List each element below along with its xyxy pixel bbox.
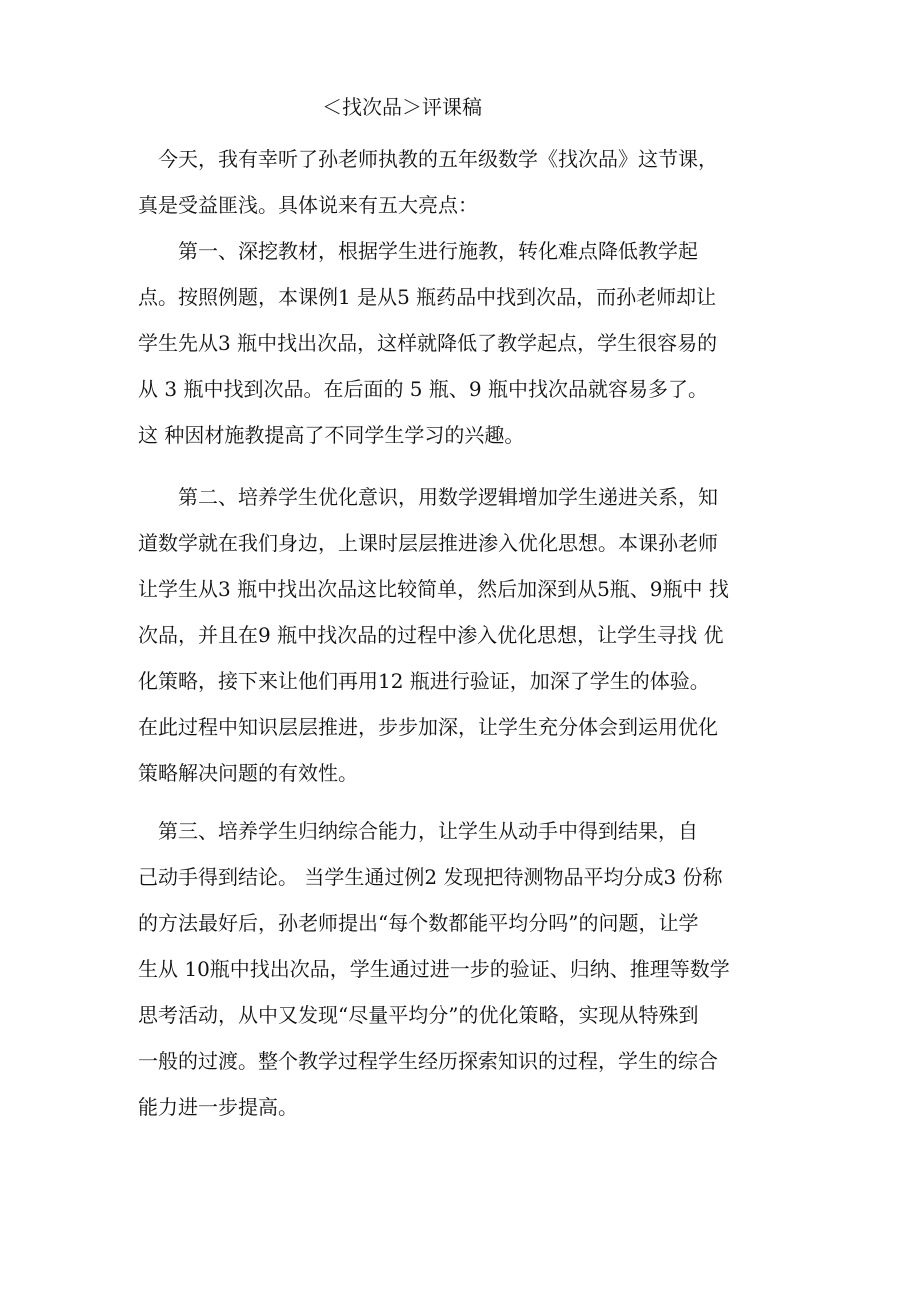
- document-title: ＜找次品＞评课稿: [322, 95, 482, 119]
- paragraph-line: 道数学就在我们身边，上课时层层推进渗入优化思想。本课孙老师: [138, 531, 718, 555]
- paragraph-line: 己动手得到结论。 当学生通过例2 发现把待测物品平均分成3 份称: [138, 865, 723, 889]
- paragraph-line: 学生先从3 瓶中找出次品，这样就降低了教学起点，学生很容易的: [138, 331, 718, 355]
- paragraph-line: 一般的过渡。整个教学过程学生经历探索知识的过程，学生的综合: [138, 1049, 718, 1073]
- intro-paragraph: [138, 136, 778, 228]
- paragraph-line: 化策略，接下来让他们再用12 瓶进行验证，加深了学生的体验。: [138, 669, 710, 693]
- paragraph-line: 思考活动，从中又发现“尽量平均分”的优化策略，实现从特殊到: [138, 1003, 699, 1027]
- paragraph-line: 能力进一步提高。: [138, 1095, 298, 1119]
- paragraph-line: 次品，并且在9 瓶中找次品的过程中渗入优化思想，让学生寻找 优: [138, 623, 724, 647]
- paragraph-line: 让学生从3 瓶中找出次品这比较简单，然后加深到从5瓶、9瓶中 找: [138, 577, 729, 601]
- paragraph-line: 第二、培养学生优化意识，用数学逻辑增加学生递进关系，知: [138, 485, 718, 509]
- paragraph-line: 的方法最好后，孙老师提出“每个数都能平均分吗”的问题，让学: [138, 911, 699, 935]
- second-highlight-paragraph: [138, 474, 778, 796]
- paragraph-line: 今天，我有幸听了孙老师执教的五年级数学《找次品》这节课，: [138, 147, 718, 171]
- paragraph-line: 从 3 瓶中找到次品。在后面的 5 瓶、9 瓶中找次品就容易多了。: [138, 377, 708, 401]
- paragraph-line: 策略解决问题的有效性。: [138, 761, 358, 785]
- paragraph-line: 这 种因材施教提高了不同学生学习的兴趣。: [138, 423, 525, 447]
- first-highlight-paragraph: [138, 228, 778, 458]
- paragraph-line: 点。按照例题，本课例1 是从5 瓶药品中找到次品，而孙老师却让: [138, 285, 717, 309]
- third-highlight-paragraph: [138, 808, 778, 1130]
- paragraph-line: 在此过程中知识层层推进，步步加深，让学生充分体会到运用优化: [138, 715, 718, 739]
- paragraph-line: 真是受益匪浅。具体说来有五大亮点：: [138, 193, 478, 217]
- paragraph-line: 第一、深挖教材，根据学生进行施教，转化难点降低教学起: [138, 239, 698, 263]
- paragraph-line: 生从 10瓶中找出次品，学生通过进一步的验证、归纳、推理等数学: [138, 957, 730, 981]
- paragraph-line: 第三、培养学生归纳综合能力，让学生从动手中得到结果，自: [138, 819, 698, 843]
